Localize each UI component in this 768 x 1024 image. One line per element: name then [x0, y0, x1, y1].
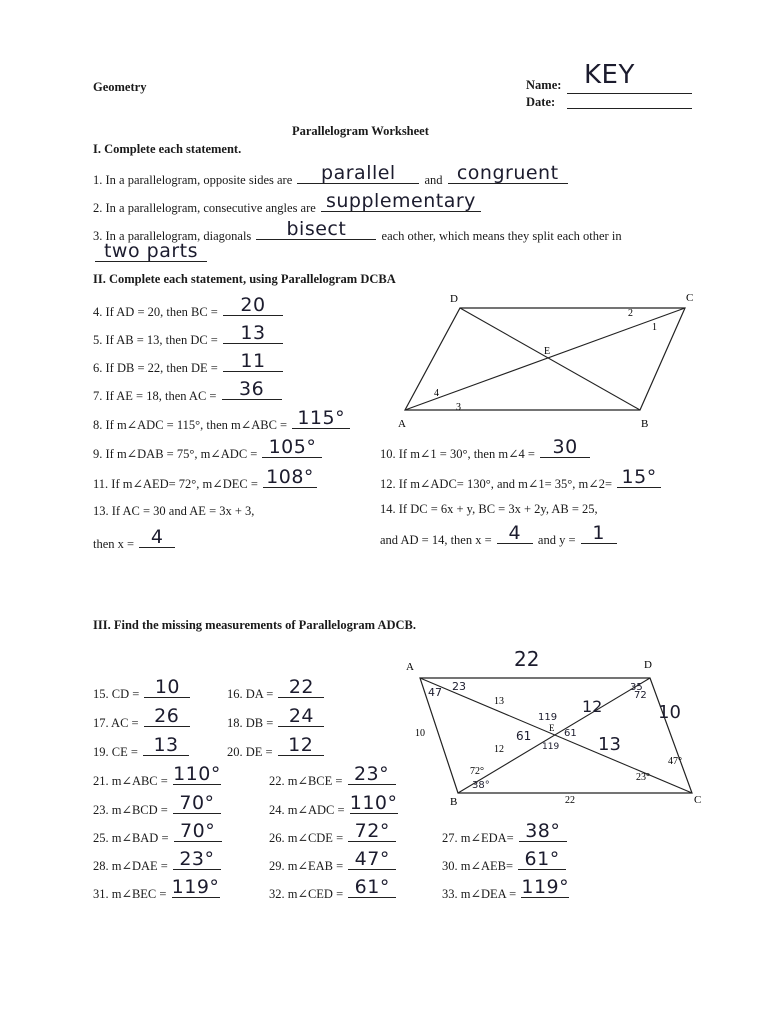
question-1: [93, 162, 570, 188]
question-33-blank[interactable]: [521, 876, 570, 898]
question-21: [93, 763, 223, 789]
angle-b2-written: 38°: [472, 780, 490, 791]
question-11: [93, 466, 319, 492]
question-24: [269, 792, 400, 818]
vertex-c-label: C: [686, 292, 694, 304]
diagonal-ac: [420, 678, 692, 793]
segment-de-written: 12: [582, 697, 603, 716]
question-28-answer: 23°: [179, 848, 215, 870]
question-14-answer-x: 4: [508, 522, 522, 544]
question-4-blank[interactable]: [223, 294, 283, 316]
question-31-answer: 119°: [171, 876, 220, 898]
bottom-side-label: 22: [565, 795, 575, 806]
question-14-line2: [380, 522, 619, 548]
question-12: [380, 466, 663, 492]
question-10-text: 10. If m∠1 = 30°, then m∠4 =: [380, 447, 535, 461]
point-e-label: E: [544, 346, 551, 357]
question-16: [227, 676, 326, 702]
question-30-blank[interactable]: [518, 848, 566, 870]
question-13-answer: 4: [150, 526, 164, 548]
question-29-text: 29. m∠EAB =: [269, 859, 344, 873]
question-24-answer: 110°: [349, 792, 398, 814]
angle-d2-written: 72: [634, 690, 647, 701]
question-9-blank[interactable]: [262, 436, 322, 458]
question-32-blank[interactable]: [348, 876, 396, 898]
question-15-blank[interactable]: [144, 676, 190, 698]
question-22-blank[interactable]: [348, 763, 396, 785]
question-5-answer: 13: [240, 322, 266, 344]
question-21-text: 21. m∠ABC =: [93, 774, 168, 788]
worksheet-title: Parallelogram Worksheet: [292, 124, 429, 138]
diagonal-db: [458, 678, 650, 793]
angle-e-bottom-written: 119: [542, 742, 560, 752]
subject-label: Geometry: [93, 80, 147, 94]
question-20-text: 20. DE =: [227, 745, 273, 759]
question-12-blank[interactable]: [617, 466, 661, 488]
question-14-and-y: and y =: [537, 533, 576, 547]
question-25-text: 25. m∠BAD =: [93, 831, 169, 845]
name-label: Name:: [526, 78, 562, 92]
question-25-answer: 70°: [180, 820, 216, 842]
diagonal-ac: [405, 308, 685, 410]
question-3-text: 3. In a parallelogram, diagonals: [93, 229, 252, 243]
question-8: [93, 407, 352, 433]
question-10: [380, 436, 592, 462]
question-23-blank[interactable]: [173, 792, 221, 814]
vertex-d-label: D: [644, 659, 652, 671]
left-side-label: 10: [415, 728, 425, 739]
question-3-text-post: each other, which means they split each other in: [381, 229, 622, 243]
question-15-answer: 10: [154, 676, 181, 698]
question-6-text: 6. If DB = 22, then DE =: [93, 361, 218, 375]
question-3-line2: [93, 240, 209, 266]
right-side-written: 10: [658, 702, 681, 723]
question-18-answer: 24: [288, 705, 315, 727]
question-13-blank[interactable]: [139, 526, 175, 548]
question-7-blank[interactable]: [222, 378, 282, 400]
question-13-line2: [93, 526, 177, 552]
angle-e-right-written: 61: [564, 728, 577, 739]
question-1-blank-a[interactable]: [297, 162, 419, 184]
question-28-text: 28. m∠DAE =: [93, 859, 168, 873]
question-29: [269, 848, 398, 874]
question-24-text: 24. m∠ADC =: [269, 803, 345, 817]
question-7-answer: 36: [239, 378, 265, 400]
question-6: [93, 350, 285, 376]
question-2-blank[interactable]: [321, 190, 481, 212]
question-15-text: 15. CD =: [93, 687, 140, 701]
question-3-answer-b: two parts: [103, 240, 199, 262]
date-field[interactable]: [567, 108, 692, 109]
question-22-text: 22. m∠BCE =: [269, 774, 343, 788]
question-12-answer: 15°: [621, 466, 657, 488]
angle-3-label: 3: [456, 402, 461, 413]
vertex-c-label: C: [694, 794, 702, 806]
question-12-text: 12. If m∠ADC= 130°, and m∠1= 35°, m∠2=: [380, 477, 613, 491]
date-label: Date:: [526, 95, 556, 109]
angle-a1-written: 47: [428, 686, 442, 699]
question-1-answer-a: parallel: [321, 162, 396, 184]
vertex-d-label: D: [450, 293, 458, 305]
section1-heading: I. Complete each statement.: [93, 142, 242, 156]
vertex-a-label: A: [398, 418, 406, 430]
question-17-text: 17. AC =: [93, 716, 139, 730]
question-19-text: 19. CE =: [93, 745, 138, 759]
parallelogram-dcba-diagram: [390, 288, 710, 438]
angle-4-label: 4: [434, 388, 439, 399]
question-31-text: 31. m∠BEC =: [93, 887, 167, 901]
question-14-answer-y: 1: [592, 522, 605, 544]
question-31: [93, 876, 222, 902]
question-16-text: 16. DA =: [227, 687, 274, 701]
angle-c1-label: 47°: [668, 756, 682, 767]
question-16-blank[interactable]: [278, 676, 324, 698]
question-30: [442, 848, 568, 874]
question-15: [93, 676, 192, 702]
question-30-text: 30. m∠AEB=: [442, 859, 513, 873]
question-9-answer: 105°: [268, 436, 317, 458]
question-10-blank[interactable]: [540, 436, 590, 458]
question-26-answer: 72°: [354, 820, 390, 842]
question-27-blank[interactable]: [519, 820, 567, 842]
question-2: [93, 190, 483, 216]
question-31-blank[interactable]: [171, 876, 220, 898]
top-side-written: 22: [514, 648, 540, 671]
question-9: [93, 436, 324, 462]
question-29-blank[interactable]: [348, 848, 396, 870]
question-1-and: and: [424, 173, 443, 187]
question-23-text: 23. m∠BCD =: [93, 803, 168, 817]
question-1-text: 1. In a parallelogram, opposite sides are: [93, 173, 293, 187]
vertex-a-label: A: [406, 661, 414, 673]
angle-e-top-written: 119: [538, 712, 558, 723]
question-19-answer: 13: [153, 734, 179, 756]
question-28-blank[interactable]: [173, 848, 221, 870]
question-2-answer: supplementary: [325, 190, 476, 212]
question-14-blank-y[interactable]: [581, 522, 617, 544]
question-4-answer: 20: [240, 294, 266, 316]
question-32: [269, 876, 398, 902]
question-26-text: 26. m∠CDE =: [269, 831, 344, 845]
angle-e-left-written: 61: [516, 729, 532, 743]
question-32-text: 32. m∠CED =: [269, 887, 344, 901]
question-20-blank[interactable]: [278, 734, 324, 756]
question-23-answer: 70°: [179, 792, 215, 814]
question-26-blank[interactable]: [348, 820, 396, 842]
question-7: [93, 378, 284, 404]
name-value: KEY: [584, 60, 635, 90]
question-25-blank[interactable]: [174, 820, 222, 842]
question-18-blank[interactable]: [278, 705, 324, 727]
question-17-answer: 26: [154, 705, 180, 727]
question-4-text: 4. If AD = 20, then BC =: [93, 305, 218, 319]
question-14-blank-x[interactable]: [497, 522, 533, 544]
question-27: [442, 820, 569, 846]
question-25: [93, 820, 224, 846]
question-33: [442, 876, 571, 902]
question-11-blank[interactable]: [263, 466, 317, 488]
question-22: [269, 763, 398, 789]
question-19: [93, 734, 191, 760]
question-28: [93, 848, 223, 874]
section2-heading: II. Complete each statement, using Parallelogram DCBA: [93, 272, 396, 286]
question-2-text: 2. In a parallelogram, consecutive angles are: [93, 201, 316, 215]
question-21-answer: 110°: [173, 763, 221, 785]
angle-d1-written: 35: [630, 682, 643, 693]
question-1-answer-b: congruent: [456, 162, 559, 184]
vertex-b-label: B: [450, 796, 458, 808]
question-30-answer: 61°: [524, 848, 560, 870]
question-9-text: 9. If m∠DAB = 75°, m∠ADC =: [93, 447, 258, 461]
question-16-answer: 22: [288, 676, 315, 698]
question-10-answer: 30: [552, 436, 578, 458]
vertex-b-label: B: [641, 418, 649, 430]
question-18: [227, 705, 326, 731]
parallelogram-adcb-diagram: [400, 648, 720, 813]
question-13-text: then x =: [93, 537, 135, 551]
section3-heading: III. Find the missing measurements of Parallelogram ADCB.: [93, 618, 417, 632]
angle-2-label: 2: [628, 308, 633, 319]
question-20: [227, 734, 326, 760]
question-19-blank[interactable]: [143, 734, 189, 756]
segment-ae-label: 13: [494, 696, 504, 707]
question-23: [93, 792, 223, 818]
segment-eb-label: 12: [494, 744, 504, 755]
angle-c2-label: 23°: [636, 772, 650, 783]
question-27-text: 27. m∠EDA=: [442, 831, 514, 845]
question-6-answer: 11: [240, 350, 266, 372]
angle-b1-label: 72°: [470, 766, 484, 777]
question-22-answer: 23°: [353, 763, 390, 785]
point-e-label: E: [549, 723, 555, 733]
angle-a2-written: 23: [452, 680, 466, 693]
question-33-answer: 119°: [521, 876, 570, 898]
question-11-answer: 108°: [266, 466, 314, 488]
question-27-answer: 38°: [525, 820, 561, 842]
question-5: [93, 322, 285, 348]
question-14-line1: 14. If DC = 6x + y, BC = 3x + 2y, AB = 25,: [380, 502, 598, 516]
question-6-blank[interactable]: [223, 350, 283, 372]
question-3-blank-a[interactable]: [256, 218, 376, 240]
question-3-blank-b[interactable]: [95, 240, 207, 262]
question-7-text: 7. If AE = 18, then AC =: [93, 389, 217, 403]
question-13-line1: 13. If AC = 30 and AE = 3x + 3,: [93, 504, 255, 518]
question-4: [93, 294, 285, 320]
question-29-answer: 47°: [354, 848, 390, 870]
question-24-blank[interactable]: [349, 792, 398, 814]
question-14-text: and AD = 14, then x =: [380, 533, 492, 547]
question-5-blank[interactable]: [223, 322, 283, 344]
segment-ec-written: 13: [598, 734, 621, 755]
question-33-text: 33. m∠DEA =: [442, 887, 517, 901]
question-3-answer-a: bisect: [286, 218, 347, 240]
question-8-answer: 115°: [297, 407, 346, 429]
question-32-answer: 61°: [354, 876, 390, 898]
diagonal-db: [460, 308, 640, 410]
question-5-text: 5. If AB = 13, then DC =: [93, 333, 218, 347]
question-21-blank[interactable]: [173, 763, 221, 785]
question-26: [269, 820, 398, 846]
angle-1-label: 1: [652, 322, 657, 333]
question-11-text: 11. If m∠AED= 72°, m∠DEC =: [93, 477, 258, 491]
question-18-text: 18. DB =: [227, 716, 274, 730]
question-17: [93, 705, 192, 731]
question-20-answer: 12: [288, 734, 314, 756]
name-field[interactable]: [567, 93, 692, 94]
question-1-blank-b[interactable]: [448, 162, 568, 184]
question-8-text: 8. If m∠ADC = 115°, then m∠ABC =: [93, 418, 288, 432]
question-17-blank[interactable]: [144, 705, 190, 727]
question-8-blank[interactable]: [292, 407, 350, 429]
